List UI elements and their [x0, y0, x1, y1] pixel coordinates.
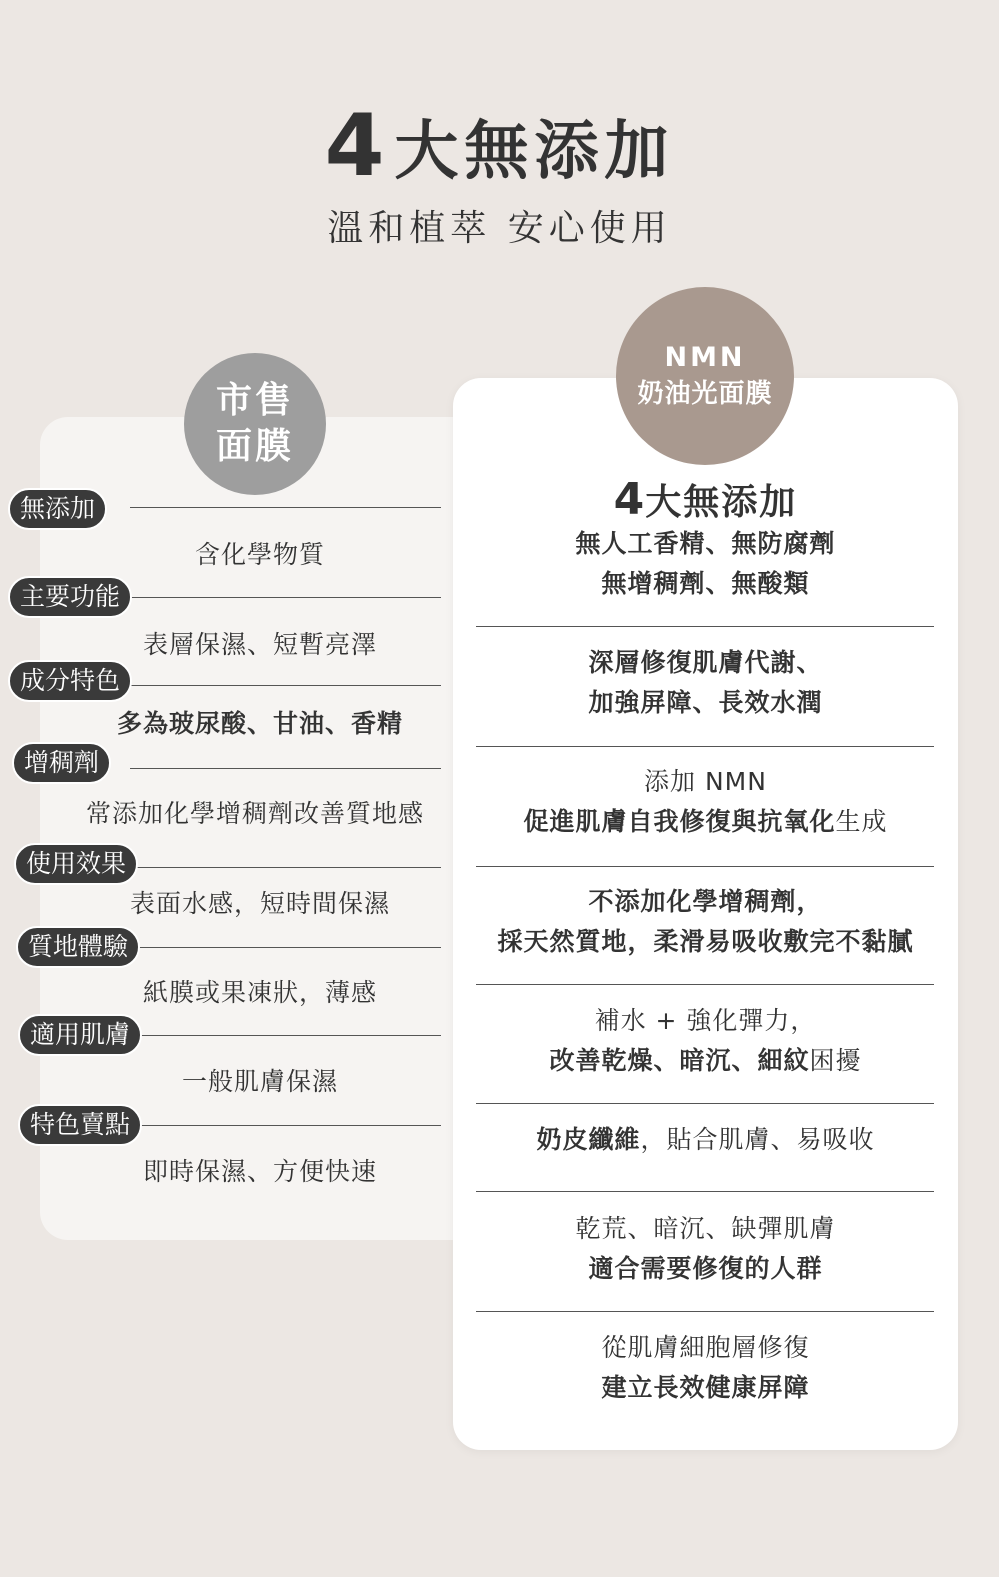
row-divider — [476, 1191, 934, 1192]
nmn-mask-badge-line2: 奶油光面膜 — [637, 379, 773, 409]
row-label: 無添加 — [8, 488, 107, 530]
nmn-row-text: 不添加化學增稠劑， — [588, 887, 823, 916]
row-divider — [476, 626, 934, 627]
row-divider — [130, 597, 441, 598]
market-mask-badge-line2: 面膜 — [215, 426, 294, 467]
row-value: 一般肌膚保濕 — [181, 1067, 338, 1096]
nmn-row-text: 適合需要修復的人群 — [588, 1254, 823, 1283]
page-title-number: 4 — [324, 96, 387, 196]
nmn-row-text-rest: 生成 — [835, 807, 888, 836]
nmn-card-title-text: 大無添加 — [645, 482, 798, 523]
row-label: 質地體驗 — [16, 926, 140, 968]
nmn-row-function — [453, 643, 958, 723]
nmn-row-text: 補水 + 強化彈力， — [594, 1006, 817, 1035]
page-title — [0, 96, 999, 196]
nmn-mask-badge — [616, 287, 794, 465]
row-label: 特色賣點 — [18, 1104, 142, 1146]
row-value: 含化學物質 — [194, 540, 325, 569]
row-divider — [476, 746, 934, 747]
row-value: 多為玻尿酸、甘油、香精 — [116, 709, 403, 738]
row-value: 即時保濕、方便快速 — [142, 1157, 377, 1186]
nmn-mask-badge-line1: NMN — [664, 342, 746, 373]
row-divider — [476, 984, 934, 985]
market-mask-badge-line1: 市售 — [215, 380, 294, 421]
nmn-row-text-bold: 改善乾燥、暗沉、細紋 — [549, 1046, 810, 1075]
nmn-row-ingredients — [453, 762, 958, 842]
nmn-row-text-rest: ，貼合肌膚、易吸收 — [640, 1125, 875, 1154]
row-value: 常添加化學增稠劑改善質地感 — [85, 799, 424, 828]
nmn-row-text: 加強屏障、長效水潤 — [588, 688, 823, 717]
nmn-row-text-line — [453, 1120, 958, 1160]
nmn-row-effect — [453, 1001, 958, 1081]
row-divider — [130, 1125, 441, 1126]
nmn-row-text: 乾荒、暗沉、缺彈肌膚 — [575, 1214, 836, 1243]
row-divider — [130, 685, 441, 686]
row-label: 成分特色 — [8, 660, 132, 702]
nmn-row-text-line2 — [453, 1041, 958, 1081]
row-divider — [130, 1035, 441, 1036]
row-value: 表面水感，短時間保濕 — [129, 889, 390, 918]
row-label: 適用肌膚 — [18, 1014, 142, 1056]
row-divider — [130, 768, 441, 769]
nmn-row-text-line2 — [453, 802, 958, 842]
page-title-text: 大無添加 — [394, 115, 675, 189]
nmn-row-texture — [453, 1120, 958, 1160]
nmn-row-text: 無人工香精、無防腐劑 — [575, 529, 836, 558]
nmn-row-text-rest: 困擾 — [809, 1046, 862, 1075]
market-mask-badge — [184, 353, 326, 495]
nmn-row-text: 建立長效健康屏障 — [601, 1373, 810, 1402]
row-divider — [130, 507, 441, 508]
nmn-row-highlight — [453, 1328, 958, 1408]
row-value: 紙膜或果凍狀，薄感 — [142, 978, 377, 1007]
nmn-row-text: 採天然質地，柔滑易吸收敷完不黏膩 — [497, 927, 914, 956]
row-label: 使用效果 — [14, 843, 138, 885]
nmn-row-skin-type — [453, 1209, 958, 1289]
row-divider — [476, 1311, 934, 1312]
row-divider — [130, 867, 441, 868]
nmn-card-title-number: 4 — [613, 474, 646, 525]
row-label: 增稠劑 — [12, 742, 111, 784]
nmn-row-text: 深層修復肌膚代謝、 — [588, 648, 823, 677]
nmn-row-text: 從肌膚細胞層修復 — [601, 1333, 810, 1362]
row-divider — [476, 1103, 934, 1104]
row-label: 主要功能 — [8, 576, 132, 618]
page-subtitle: 溫和植萃 安心使用 — [327, 208, 672, 249]
nmn-row-text: 無增稠劑、無酸類 — [601, 569, 810, 598]
nmn-row-additives — [453, 524, 958, 604]
row-divider — [476, 866, 934, 867]
nmn-row-text-bold: 奶皮纖維 — [536, 1125, 641, 1154]
row-divider — [130, 947, 441, 948]
nmn-row-text: 添加 NMN — [644, 767, 767, 796]
nmn-row-thickener — [453, 882, 958, 962]
row-value: 表層保濕、短暫亮澤 — [142, 630, 377, 659]
nmn-row-text-bold: 促進肌膚自我修復與抗氧化 — [523, 807, 836, 836]
